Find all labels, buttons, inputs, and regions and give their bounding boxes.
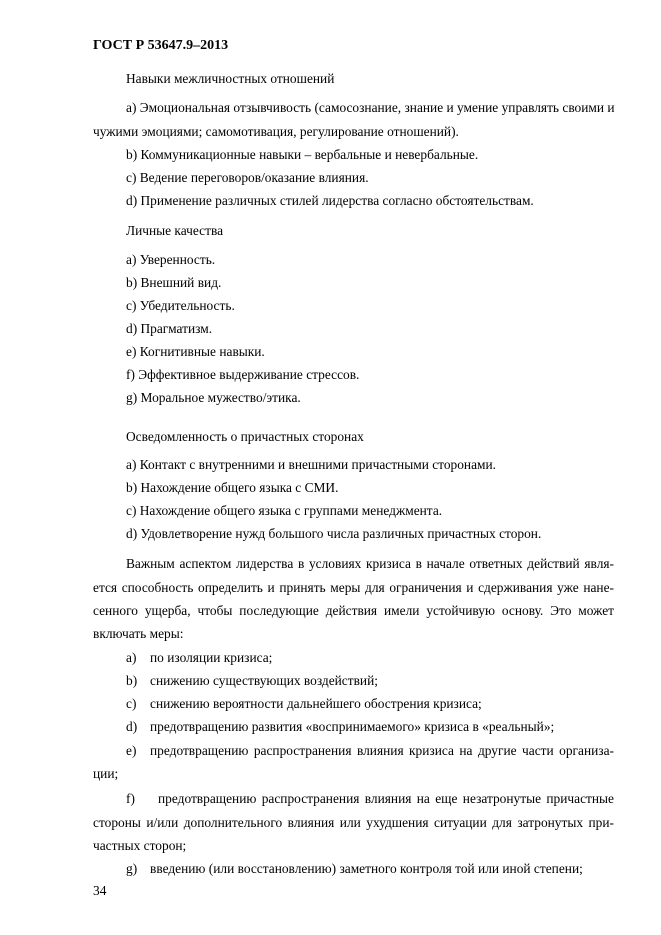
list-item: b) Нахождение общего языка с СМИ. — [126, 480, 339, 495]
list-marker: d) — [126, 719, 138, 734]
section-heading-interpersonal-skills: Навыки межличностных отношений — [126, 71, 335, 86]
list-item: b) Коммуникационные навыки – вербальные и невербальные. — [126, 147, 479, 162]
list-marker: c) — [126, 696, 137, 711]
list-item: a) Контакт с внутренними и внешними причастными сторонами. — [126, 457, 497, 472]
paragraph-line: включать меры: — [93, 626, 184, 641]
section-heading-stakeholder-awareness: Осведомленность о причастных сторонах — [126, 429, 364, 444]
list-marker: f) — [126, 791, 135, 806]
list-item: a) Эмоциональная отзывчивость (самосознание, знание и умение управлять своими и — [126, 100, 615, 115]
list-item: d) Применение различных стилей лидерства согласно обстоятельствам. — [126, 193, 534, 208]
list-item-continuation: ции; — [93, 766, 119, 781]
paragraph-line: сенного ущерба, чтобы последующие действия имели устойчивую основу. Это может — [93, 603, 614, 618]
list-item: снижению вероятности дальнейшего обострения кризиса; — [150, 696, 482, 711]
document-header: ГОСТ Р 53647.9–2013 — [93, 38, 229, 53]
list-item: предотвращению распространения влияния кризиса на другие части организа- — [150, 743, 614, 758]
list-marker: e) — [126, 743, 137, 758]
list-marker: g) — [126, 861, 138, 876]
list-item: a) Уверенность. — [126, 252, 216, 267]
paragraph-line: Важным аспектом лидерства в условиях кризиса в начале ответных действий явля- — [126, 556, 614, 571]
list-item: e) Когнитивные навыки. — [126, 344, 265, 359]
list-item: c) Ведение переговоров/оказание влияния. — [126, 170, 369, 185]
section-heading-personal-qualities: Личные качества — [126, 223, 224, 238]
list-item: f) Эффективное выдерживание стрессов. — [126, 367, 360, 382]
list-item: по изоляции кризиса; — [150, 650, 273, 665]
list-item: введению (или восстановлению) заметного контроля той или иной степени; — [150, 861, 583, 876]
list-item: b) Внешний вид. — [126, 275, 222, 290]
list-item: предотвращению развития «воспринимаемого» кризиса в «реальный»; — [150, 719, 555, 734]
paragraph-line: ется способность определить и принять меры для ограничения и сдерживания уже нане- — [93, 580, 614, 595]
list-item: предотвращению распространения влияния на еще незатронутые причастные — [158, 791, 614, 806]
list-item: g) Моральное мужество/этика. — [126, 390, 301, 405]
list-item: c) Убедительность. — [126, 298, 235, 313]
list-item-continuation: чужими эмоциями; самомотивация, регулирование отношений). — [93, 124, 459, 139]
list-marker: a) — [126, 650, 137, 665]
list-marker: b) — [126, 673, 138, 688]
list-item: c) Нахождение общего языка с группами менеджмента. — [126, 503, 443, 518]
list-item: снижению существующих воздействий; — [150, 673, 378, 688]
list-item: d) Прагматизм. — [126, 321, 213, 336]
list-item-continuation: частных сторон; — [93, 838, 187, 853]
list-item-continuation: стороны и/или дополнительного влияния или ухудшения ситуации для затронутых при- — [93, 815, 614, 830]
page-number: 34 — [93, 883, 107, 898]
list-item: d) Удовлетворение нужд большого числа различных причастных сторон. — [126, 526, 542, 541]
